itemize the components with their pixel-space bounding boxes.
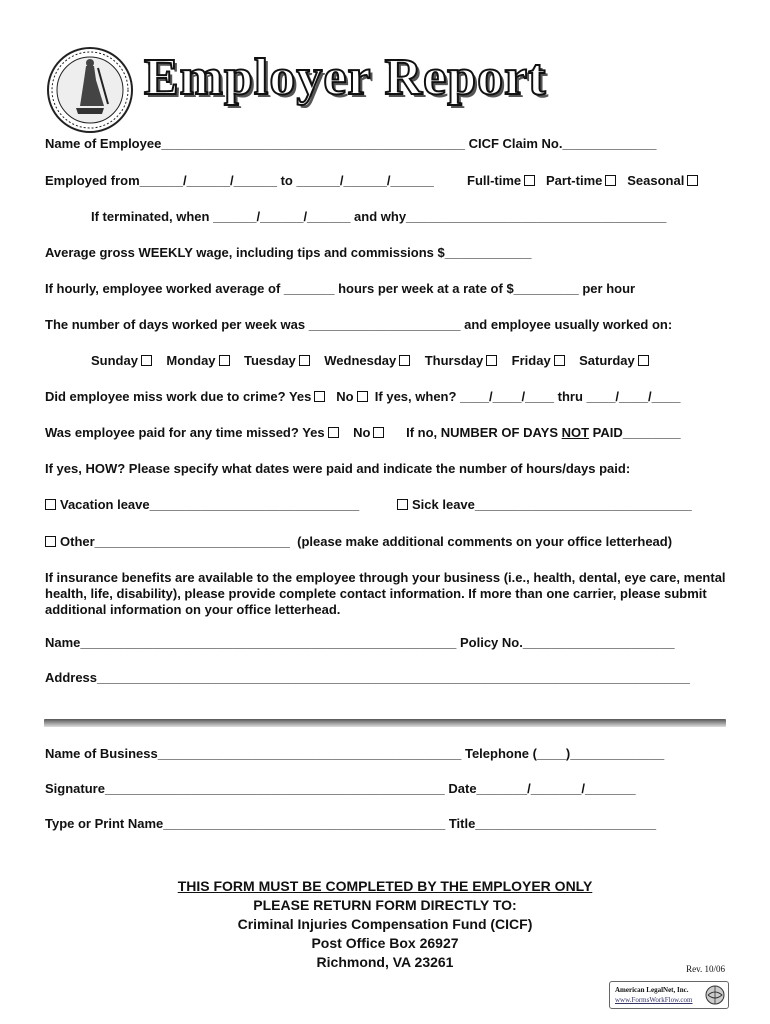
footer-line-4: Post Office Box 26927 [311,935,459,951]
days-not-paid-prefix: If no, NUMBER OF DAYS [406,425,562,440]
missed-work-dates[interactable]: If yes, when? ____/____/____ thru ____/____/____ [374,389,681,404]
day-thursday-label: Thursday [424,353,484,368]
sick-line [397,497,692,512]
part-time-label: Part-time [546,173,603,188]
paid-missed-line [45,425,681,440]
stamp-url[interactable]: www.FormsWorkFlow.com [615,996,693,1004]
signature-line[interactable]: Signature_______________________________________________ Date_______/_______/_______ [45,781,636,796]
day-friday-label: Friday [511,353,551,368]
day-thursday-checkbox[interactable] [486,355,497,366]
day-tuesday-label: Tuesday [244,353,296,368]
missed-work-question: Did employee miss work due to crime? Yes [45,389,312,404]
page-title: Employer Report [144,49,547,106]
day-monday-checkbox[interactable] [219,355,230,366]
paid-missed-question: Was employee paid for any time missed? Yes [45,425,325,440]
missed-work-no-label: No [336,389,354,404]
vacation-field[interactable]: Vacation leave_____________________________ [60,497,360,512]
day-monday-label: Monday [166,353,216,368]
full-time-label: Full-time [467,173,522,188]
day-saturday-checkbox[interactable] [638,355,649,366]
day-sunday-checkbox[interactable] [141,355,152,366]
employed-from-text: Employed from______/______/______ to ______/______/______ [45,173,434,188]
sick-field[interactable]: Sick leave______________________________ [412,497,692,512]
sick-checkbox[interactable] [397,499,408,510]
days-worked-line[interactable]: The number of days worked per week was _____________________ and employee usually worked on: [45,317,673,332]
weekly-wage-line[interactable]: Average gross WEEKLY wage, including tips and commissions $____________ [45,245,532,260]
weekdays-row [91,353,649,368]
other-checkbox[interactable] [45,536,56,547]
globe-icon [705,985,725,1005]
type-print-line[interactable]: Type or Print Name_______________________________________ Title_________________________ [45,816,657,831]
vacation-checkbox[interactable] [45,499,56,510]
footer-line-1: THIS FORM MUST BE COMPLETED BY THE EMPLOYER ONLY [177,878,593,894]
section-divider [44,719,726,727]
paid-no-label: No [353,425,371,440]
day-friday-checkbox[interactable] [554,355,565,366]
full-time-checkbox[interactable] [524,175,535,186]
day-saturday-label: Saturday [579,353,635,368]
footer-line-2: PLEASE RETURN FORM DIRECTLY TO: [253,897,517,913]
if-yes-how-line: If yes, HOW? Please specify what dates were paid and indicate the number of hours/days paid: [45,461,631,476]
employee-name-line[interactable]: Name of Employee__________________________________________ CICF Claim No._____________ [45,136,657,151]
virginia-seal-logo [46,46,134,134]
stamp-company: American LegalNet, Inc. [615,986,689,994]
other-note: (please make additional comments on your office letterhead) [297,534,673,549]
missed-work-line [45,389,681,404]
day-tuesday-checkbox[interactable] [299,355,310,366]
day-wednesday-checkbox[interactable] [399,355,410,366]
paid-yes-checkbox[interactable] [328,427,339,438]
seasonal-checkbox[interactable] [687,175,698,186]
paid-no-checkbox[interactable] [373,427,384,438]
footer-line-3: Criminal Injuries Compensation Fund (CICF) [237,916,533,932]
missed-work-yes-checkbox[interactable] [314,391,325,402]
part-time-checkbox[interactable] [605,175,616,186]
days-not-paid-suffix[interactable]: PAID________ [589,425,681,440]
insurance-paragraph: If insurance benefits are available to the employee through your business (i.e., health, dental, eye care, mental health, life, disability), please provide complete contact information. If more than one carrier, please submit additional information on your office letterhead. [45,570,726,617]
day-wednesday-label: Wednesday [324,353,397,368]
hourly-line[interactable]: If hourly, employee worked average of _______ hours per week at a rate of $_________ per hour [45,281,636,296]
day-sunday-label: Sunday [91,353,138,368]
vacation-line [45,497,359,512]
revision-label: Rev. 10/06 [686,964,725,974]
publisher-stamp [609,981,729,1009]
address-line[interactable]: Address__________________________________________________________________________________ [45,670,690,685]
employment-type-options [467,173,698,188]
business-line[interactable]: Name of Business__________________________________________ Telephone (____)_____________ [45,746,665,761]
not-underlined: NOT [561,425,590,440]
footer-line-5: Richmond, VA 23261 [316,954,454,970]
seasonal-label: Seasonal [627,173,685,188]
other-line [45,534,672,549]
footer-block [0,877,770,972]
other-field[interactable]: Other___________________________ [60,534,290,549]
terminated-line[interactable]: If terminated, when ______/______/______ and why____________________________________ [91,209,667,224]
name-policy-line[interactable]: Name____________________________________________________ Policy No._____________________ [45,635,675,650]
missed-work-no-checkbox[interactable] [357,391,368,402]
employment-dates-line[interactable] [45,173,434,188]
